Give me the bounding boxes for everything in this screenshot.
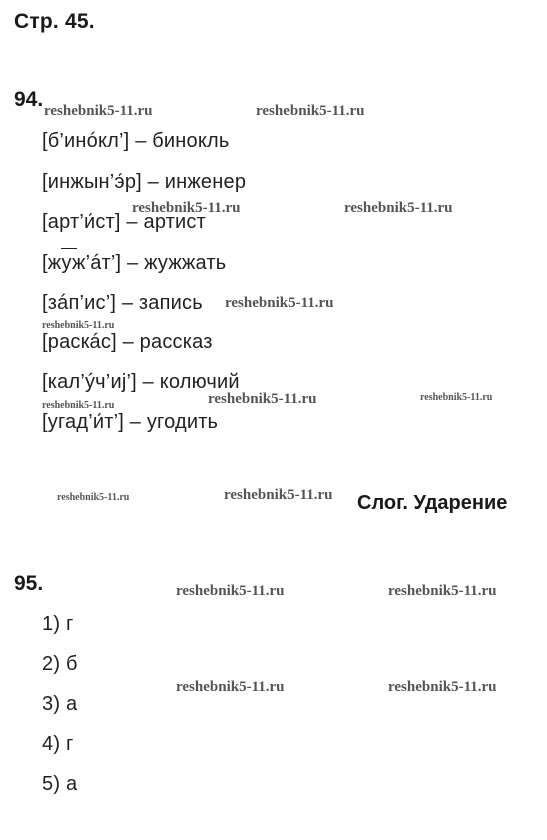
exercise-94-line-7: [кал’ýч’иj’] – колючий (42, 371, 240, 393)
watermark: reshebnik5-11.ru (256, 103, 365, 119)
exercise-95-answer-3: 3) а (42, 693, 78, 715)
watermark: reshebnik5-11.ru (57, 492, 130, 503)
watermark: reshebnik5-11.ru (42, 400, 115, 411)
exercise-95-number: 95. (14, 572, 44, 595)
watermark: reshebnik5-11.ru (420, 392, 493, 403)
long-consonant-overbar (61, 248, 77, 249)
exercise-94-line-3: [арт’и́ст] – артист (42, 211, 206, 233)
watermark: reshebnik5-11.ru (388, 679, 497, 695)
watermark: reshebnik5-11.ru (224, 487, 333, 503)
exercise-94-line-1: [б’инóкл’] – бинокль (42, 130, 230, 152)
watermark: reshebnik5-11.ru (176, 583, 285, 599)
exercise-95-answer-1: 1) г (42, 613, 74, 635)
exercise-94-number: 94. (14, 88, 44, 111)
watermark: reshebnik5-11.ru (42, 320, 115, 331)
exercise-94-line-6: [раскáс] – рассказ (42, 331, 213, 353)
watermark: reshebnik5-11.ru (388, 583, 497, 599)
exercise-95-answer-4: 4) г (42, 733, 74, 755)
exercise-95-answer-2: 2) б (42, 653, 78, 675)
watermark: reshebnik5-11.ru (344, 200, 453, 216)
watermark: reshebnik5-11.ru (208, 391, 317, 407)
exercise-95-answer-5: 5) а (42, 773, 78, 795)
watermark: reshebnik5-11.ru (132, 200, 241, 216)
exercise-94-line-2: [инжын’э́р] – инженер (42, 171, 247, 193)
watermark: reshebnik5-11.ru (44, 103, 153, 119)
exercise-94-line-4: [жуж’áт’] – жужжать (42, 252, 227, 274)
page-title: Стр. 45. (14, 10, 95, 33)
watermark: reshebnik5-11.ru (225, 295, 334, 311)
exercise-94-line-8: [угад’и́т’] – угодить (42, 411, 219, 433)
watermark: reshebnik5-11.ru (176, 679, 285, 695)
section-title: Слог. Ударение (357, 492, 508, 514)
exercise-94-line-5: [зáп’ис’] – запись (42, 292, 203, 314)
